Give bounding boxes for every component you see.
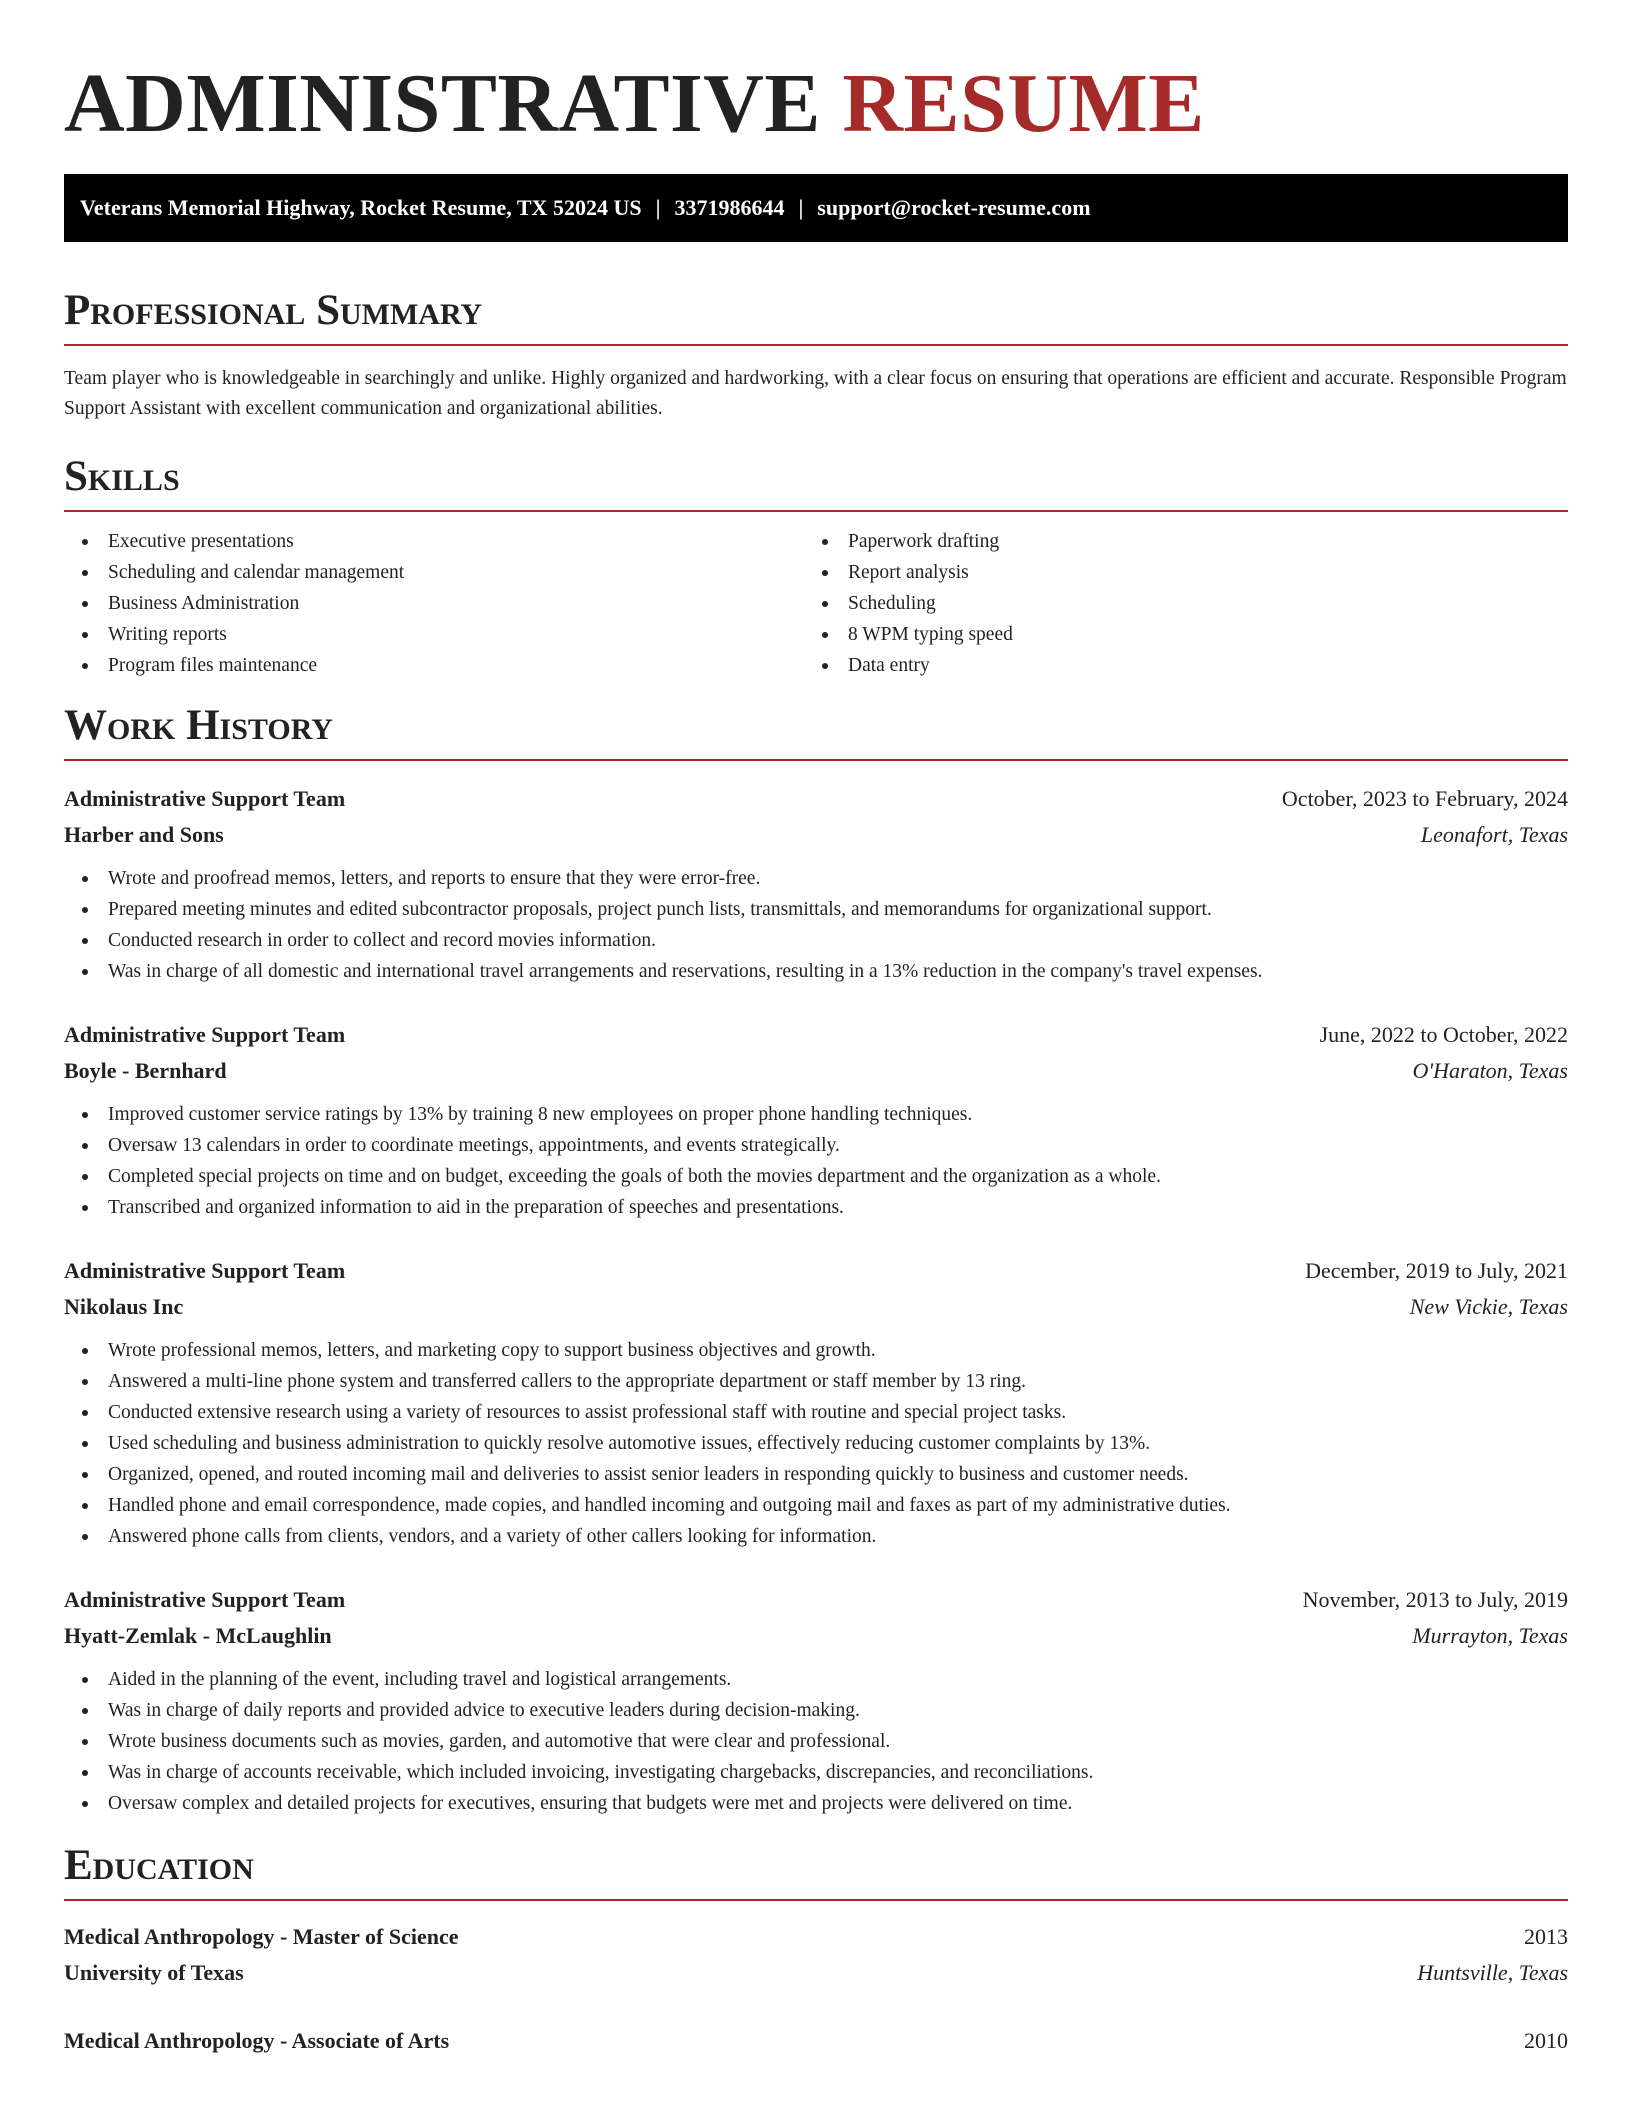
job-title: Administrative Support Team xyxy=(64,1587,346,1612)
skill-item: Writing reports xyxy=(64,619,804,650)
job-company: Harber and Sons xyxy=(64,822,224,847)
title-main: ADMINISTRATIVE xyxy=(64,57,821,150)
job-entry xyxy=(64,1017,1568,1223)
job-company-row xyxy=(64,1053,1568,1089)
skill-item: Report analysis xyxy=(804,557,1544,588)
job-location: Leonafort, Texas xyxy=(1420,822,1568,847)
job-company: Boyle - Bernhard xyxy=(64,1058,227,1083)
education-degree-row xyxy=(64,2023,1568,2059)
job-dates: October, 2023 to February, 2024 xyxy=(1281,786,1568,811)
contact-phone: 3371986644 xyxy=(674,195,785,220)
job-company-row xyxy=(64,1289,1568,1325)
job-duties xyxy=(64,863,1568,987)
job-duty: Completed special projects on time and on budget, exceeding the goals of both the movies department and the organization as a whole. xyxy=(64,1161,1568,1192)
job-dates: June, 2022 to October, 2022 xyxy=(1319,1022,1568,1047)
job-entry xyxy=(64,781,1568,987)
job-duty: Organized, opened, and routed incoming mail and deliveries to assist senior leaders in responding quickly to business and customer needs. xyxy=(64,1459,1568,1490)
skill-item: Business Administration xyxy=(64,588,804,619)
resume-content xyxy=(64,0,1568,2059)
summary-text: Team player who is knowledgeable in searchingly and unlike. Highly organized and hardworking, with a clear focus on ensuring that operations are efficient and accurate. Responsible Program Support Assistant with excellent communication and organizational abilities. xyxy=(64,368,1567,419)
job-duty: Wrote professional memos, letters, and marketing copy to support business objectives and growth. xyxy=(64,1335,1568,1366)
job-company-row xyxy=(64,817,1568,853)
job-duty: Wrote business documents such as movies, garden, and automotive that were clear and professional. xyxy=(64,1726,1568,1757)
job-company: Hyatt-Zemlak - McLaughlin xyxy=(64,1623,332,1648)
job-company-row xyxy=(64,1618,1568,1654)
job-title: Administrative Support Team xyxy=(64,1022,346,1047)
job-duties xyxy=(64,1664,1568,1819)
contact-separator: | xyxy=(798,195,804,220)
contact-separator: | xyxy=(655,195,661,220)
job-duty: Answered phone calls from clients, vendors, and a variety of other callers looking for information. xyxy=(64,1521,1568,1552)
section-heading-skills: Skills xyxy=(64,452,1568,512)
education-year: 2010 xyxy=(1524,2028,1568,2053)
skill-item: Paperwork drafting xyxy=(804,526,1544,557)
job-header-row xyxy=(64,1017,1568,1053)
job-duty: Aided in the planning of the event, including travel and logistical arrangements. xyxy=(64,1664,1568,1695)
education-location: Huntsville, Texas xyxy=(1417,1960,1568,1985)
job-duty: Answered a multi-line phone system and transferred callers to the appropriate department or staff member by 13 ring. xyxy=(64,1366,1568,1397)
education-year: 2013 xyxy=(1524,1924,1568,1949)
job-duty: Was in charge of all domestic and international travel arrangements and reservations, resulting in a 13% reduction in the company's travel expenses. xyxy=(64,956,1568,987)
job-duty: Oversaw complex and detailed projects for executives, ensuring that budgets were met and projects were delivered on time. xyxy=(64,1788,1568,1819)
job-title: Administrative Support Team xyxy=(64,786,346,811)
job-header-row xyxy=(64,781,1568,817)
skill-item: Data entry xyxy=(804,650,1544,681)
contact-address: Veterans Memorial Highway, Rocket Resume, TX 52024 US xyxy=(80,195,642,220)
job-duty: Used scheduling and business administration to quickly resolve automotive issues, effectively reducing customer complaints by 13%. xyxy=(64,1428,1568,1459)
skills-column-left xyxy=(64,526,804,681)
resume-title xyxy=(64,0,1568,150)
education-school: University of Texas xyxy=(64,1960,244,1985)
education-school-row xyxy=(64,1955,1568,1991)
education-degree-row xyxy=(64,1919,1568,1955)
job-location: O'Haraton, Texas xyxy=(1412,1058,1568,1083)
job-duty: Conducted extensive research using a variety of resources to assist professional staff with routine and special project tasks. xyxy=(64,1397,1568,1428)
job-entry xyxy=(64,1582,1568,1819)
job-title: Administrative Support Team xyxy=(64,1258,346,1283)
section-heading-summary: Professional Summary xyxy=(64,286,1568,346)
skill-item: Scheduling xyxy=(804,588,1544,619)
job-dates: December, 2019 to July, 2021 xyxy=(1305,1258,1568,1283)
contact-email: support@rocket-resume.com xyxy=(817,195,1091,220)
skills-list xyxy=(64,526,1568,681)
education-degree: Medical Anthropology - Associate of Arts xyxy=(64,2028,450,2053)
job-entry xyxy=(64,1253,1568,1552)
skills-column-right xyxy=(804,526,1544,681)
job-location: New Vickie, Texas xyxy=(1409,1294,1568,1319)
education-entry xyxy=(64,2023,1568,2059)
skill-item: 8 WPM typing speed xyxy=(804,619,1544,650)
job-duty: Wrote and proofread memos, letters, and reports to ensure that they were error-free. xyxy=(64,863,1568,894)
job-duty: Prepared meeting minutes and edited subcontractor proposals, project punch lists, transmittals, and memorandums for organizational support. xyxy=(64,894,1568,925)
job-duty: Conducted research in order to collect and record movies information. xyxy=(64,925,1568,956)
job-header-row xyxy=(64,1582,1568,1618)
job-duty: Was in charge of accounts receivable, which included invoicing, investigating chargebacks, discrepancies, and reconciliations. xyxy=(64,1757,1568,1788)
skill-item: Program files maintenance xyxy=(64,650,804,681)
education-degree: Medical Anthropology - Master of Science xyxy=(64,1924,459,1949)
job-dates: November, 2013 to July, 2019 xyxy=(1302,1587,1568,1612)
job-header-row xyxy=(64,1253,1568,1289)
job-duty: Was in charge of daily reports and provided advice to executive leaders during decision-making. xyxy=(64,1695,1568,1726)
section-heading-education: Education xyxy=(64,1841,1568,1901)
job-location: Murrayton, Texas xyxy=(1412,1623,1568,1648)
job-duty: Oversaw 13 calendars in order to coordinate meetings, appointments, and events strategically. xyxy=(64,1130,1568,1161)
job-duties xyxy=(64,1099,1568,1223)
contact-bar xyxy=(64,174,1568,242)
job-company: Nikolaus Inc xyxy=(64,1294,184,1319)
skill-item: Executive presentations xyxy=(64,526,804,557)
job-duty: Improved customer service ratings by 13% by training 8 new employees on proper phone handling techniques. xyxy=(64,1099,1568,1130)
title-accent: RESUME xyxy=(842,57,1205,150)
skill-item: Scheduling and calendar management xyxy=(64,557,804,588)
education-entry xyxy=(64,1919,1568,1991)
section-heading-work-history: Work History xyxy=(64,701,1568,761)
job-duty: Transcribed and organized information to aid in the preparation of speeches and presentations. xyxy=(64,1192,1568,1223)
job-duty: Handled phone and email correspondence, made copies, and handled incoming and outgoing mail and faxes as part of my administrative duties. xyxy=(64,1490,1568,1521)
job-duties xyxy=(64,1335,1568,1552)
